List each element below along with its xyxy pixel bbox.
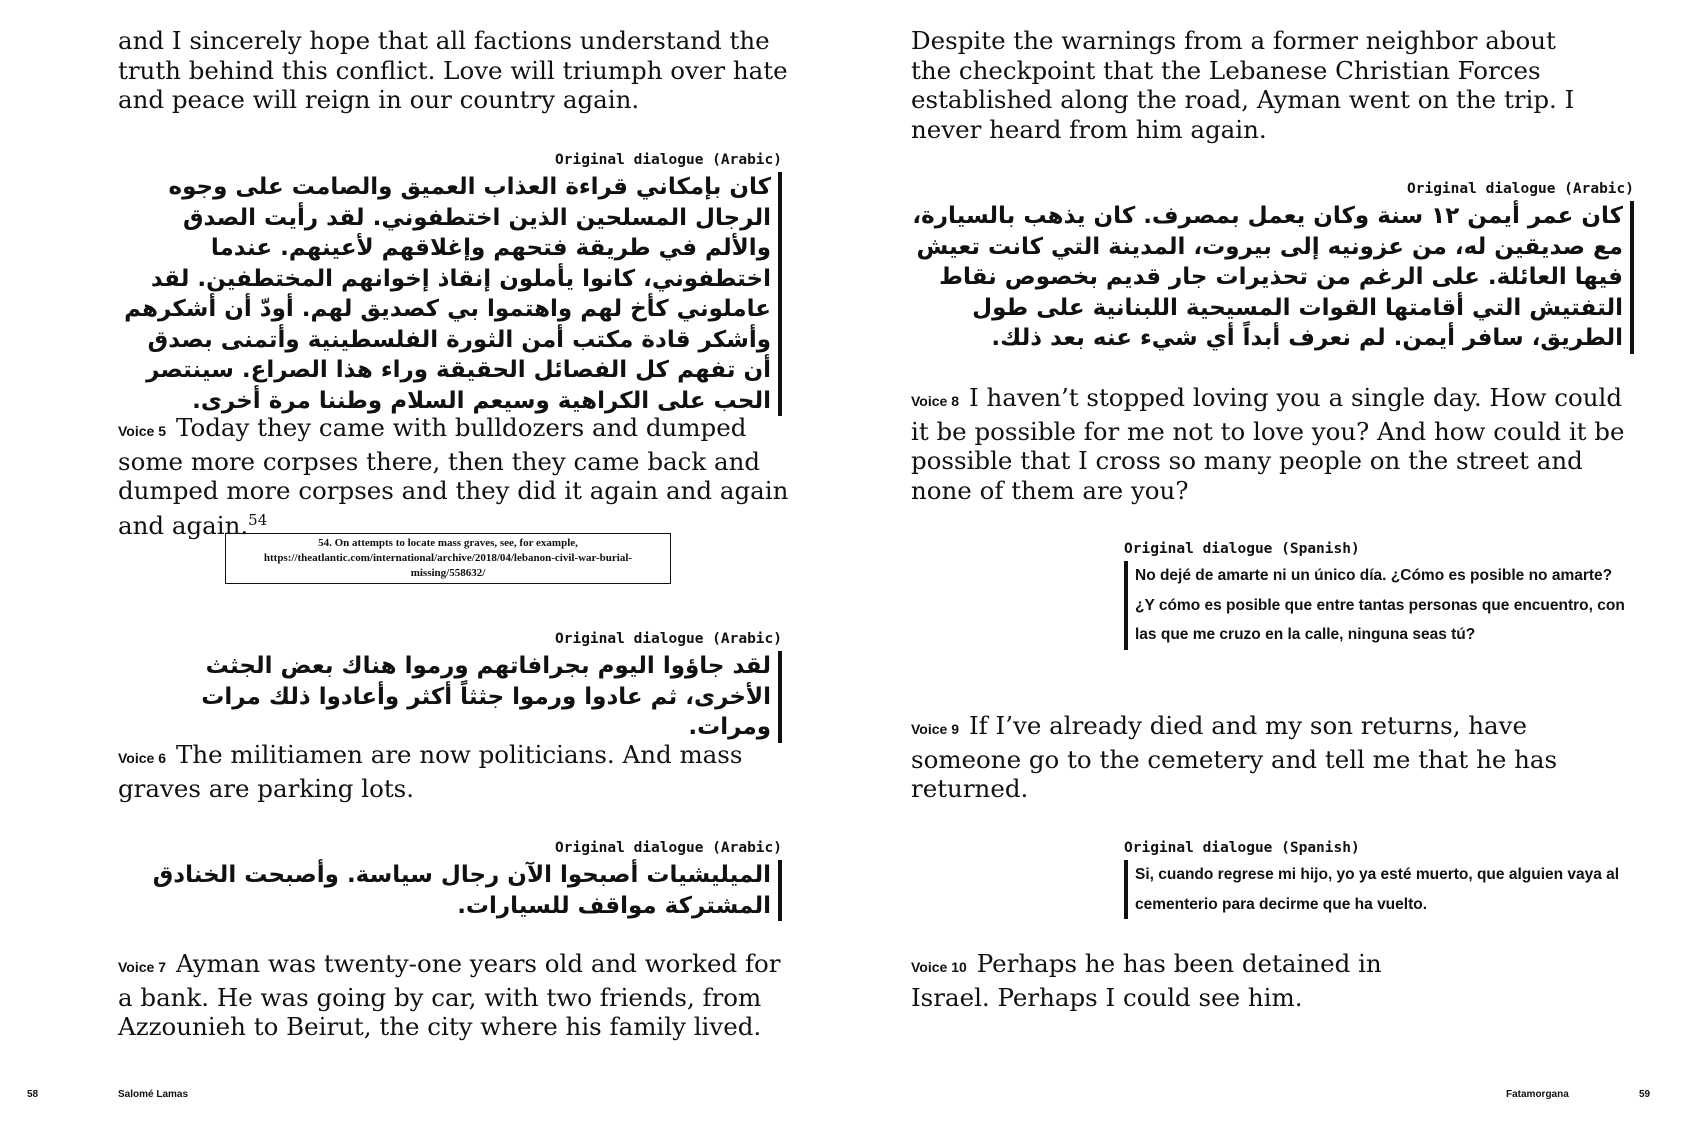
spanish-dialogue: No dejé de amarte ni un único día. ¿Cómo es posible no amarte? ¿Y cómo es posible que entre tantas personas que encuentro, con las que me cruzo en la calle, ninguna seas tú? (1124, 561, 1634, 650)
original-dialogue-header: Original dialogue (Arabic) (555, 840, 782, 856)
voice-5-text: Today they came with bulldozers and dumped some more corpses there, then they came back and dumped more corpses and they did it again and again and again. (118, 413, 789, 540)
original-dialogue-block (1124, 840, 1634, 919)
running-footer-title: Fatamorgana (1506, 1089, 1569, 1100)
arabic-dialogue: كان بإمكاني قراءة العذاب العميق والصامت على وجوه الرجال المسلحين الذين اختطفوني. لقد رأيت الصدق والألم في طريقة فتحهم وإغلاقهم لأعينهم. عندما اختطفوني، كانوا يأملون إنقاذ إخوانهم المختطفين. لقد عاملوني كأخ لهم واهتموا بي كصديق لهم. أودّ أن أشكرهم وأشكر قادة مكتب أمن الثورة الفلسطينية وأتمنى بصدق أن تفهم كل الفصائل الحقيقة وراء هذا الصراع. سينتصر الحب على الكراهية وسيعم السلام وطننا مرة أخرى. (118, 172, 782, 416)
voice-label: Voice 6 (118, 750, 166, 766)
voice-8-text: I haven’t stopped loving you a single day. How could it be possible for me not to love you? And how could it be possible that I cross so many people on the street and none of them are you? (911, 383, 1625, 505)
original-dialogue-block (118, 631, 782, 743)
voice-label: Voice 7 (118, 959, 166, 975)
original-dialogue-header: Original dialogue (Arabic) (555, 152, 782, 168)
voice-label: Voice 9 (911, 721, 959, 737)
voice-5-paragraph (118, 413, 790, 540)
intro-paragraph: Despite the warnings from a former neighbor about the checkpoint that the Lebanese Christian Forces established along the road, Ayman went on the trip. I never heard from him again. (911, 26, 1575, 144)
voice-10-text: Perhaps he has been detained in Israel. Perhaps I could see him. (911, 949, 1382, 1012)
intro-paragraph: and I sincerely hope that all factions understand the truth behind this conflict. Love will triumph over hate and peace will reign in our country again. (118, 26, 788, 114)
voice-7-paragraph (118, 949, 790, 1042)
voice-label: Voice 10 (911, 959, 967, 975)
original-dialogue-header: Original dialogue (Arabic) (1407, 181, 1634, 197)
original-dialogue-block (1124, 541, 1634, 650)
page-number: 58 (27, 1089, 39, 1100)
original-dialogue-block (118, 840, 782, 921)
original-dialogue-header: Original dialogue (Spanish) (1124, 541, 1360, 557)
voice-label: Voice 8 (911, 393, 959, 409)
voice-10-paragraph (911, 949, 1451, 1012)
voice-7-text: Ayman was twenty-one years old and worked for a bank. He was going by car, with two friends, from Azzounieh to Beirut, the city where his family lived. (118, 949, 781, 1041)
page-number: 59 (1639, 1089, 1651, 1100)
voice-8-paragraph (911, 383, 1635, 505)
right-page (842, 0, 1684, 1126)
voice-9-text: If I’ve already died and my son returns, have someone go to the cemetery and tell me that he has returned. (911, 711, 1558, 803)
arabic-dialogue: الميليشيات أصبحوا الآن رجال سياسة. وأصبحت الخنادق المشتركة مواقف للسيارات. (118, 860, 782, 921)
arabic-dialogue: كان عمر أيمن ١٢ سنة وكان يعمل بمصرف. كان يذهب بالسيارة، مع صديقين له، من عزونيه إلى بيروت، المدينة التي كانت تعيش فيها العائلة. على الرغم من تحذيرات جار قديم بخصوص نقاط التفتيش التي أقامتها القوات المسيحية اللبنانية على طول الطريق، سافر أيمن. لم نعرف أبداً أي شيء عنه بعد ذلك. (911, 201, 1634, 354)
voice-label: Voice 5 (118, 423, 166, 439)
original-dialogue-header: Original dialogue (Spanish) (1124, 840, 1360, 856)
original-dialogue-block (118, 152, 782, 416)
voice-6-text: The militiamen are now politicians. And mass graves are parking lots. (118, 740, 743, 803)
voice-9-paragraph (911, 711, 1571, 804)
running-footer-author: Salomé Lamas (118, 1089, 189, 1100)
voice-6-paragraph (118, 740, 790, 803)
spanish-dialogue: Si, cuando regrese mi hijo, yo ya esté muerto, que alguien vaya al cementerio para decirme que ha vuelto. (1124, 860, 1634, 919)
original-dialogue-header: Original dialogue (Arabic) (555, 631, 782, 647)
footnote-marker: 54 (248, 510, 268, 529)
original-dialogue-block (911, 181, 1634, 354)
arabic-dialogue: لقد جاؤوا اليوم بجرافاتهم ورموا هناك بعض الجثث الأخرى، ثم عادوا ورموا جثثاً أكثر وأعادوا ذلك مرات ومرات. (118, 651, 782, 743)
footnote-box: 54. On attempts to locate mass graves, see, for example, https://theatlantic.com/international/archive/2018/04/lebanon-civil-war-burial-missing/558632/ (225, 533, 671, 584)
